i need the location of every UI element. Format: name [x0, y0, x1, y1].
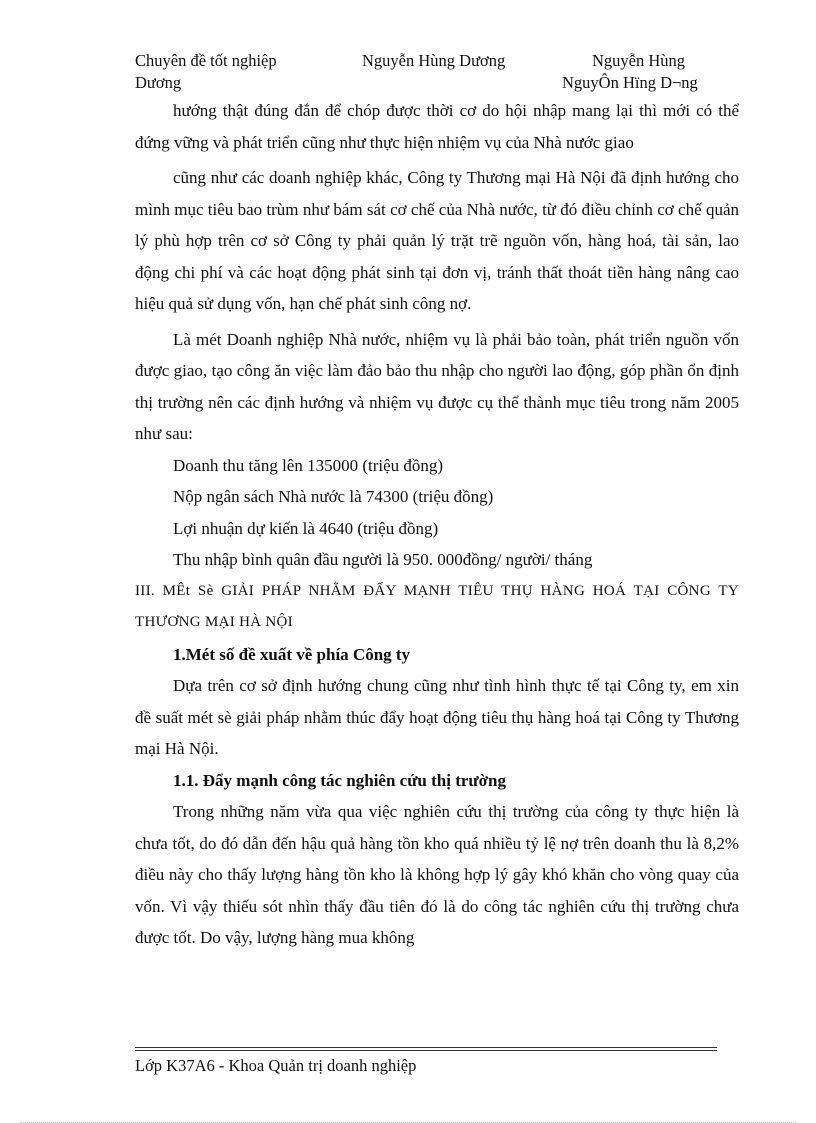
header-author: Nguyễn Hùng Dương: [362, 51, 506, 70]
paragraph-3: Là mét Doanh nghiệp Nhà nước, nhiệm vụ là phải bảo toàn, phát triển nguồn vốn được giao, tạo công ăn việc làm đảo bảo thu nhập cho người lao động, góp phần ổn định thị trường nên các định hướng và nhiệm vụ được cụ thể thành mục tiêu trong năm 2005 như sau:: [135, 329, 739, 443]
header-right-line1: Nguyễn Hùng: [592, 51, 686, 70]
header-left-line2: Dương: [135, 73, 182, 92]
body-text: [135, 95, 739, 954]
target-item: Nộp ngân sách Nhà nước là 74300 (triệu đồng): [173, 487, 494, 506]
header-left-line1: Chuyên đề tốt nghiệp: [135, 51, 277, 70]
footer-rule-top: [135, 1047, 717, 1048]
heading-1-1: 1.1. Đẩy mạnh công tác nghiên cứu thị trường: [173, 770, 507, 790]
paragraph-5: Trong những năm vừa qua việc nghiên cứu thị trường của công ty thực hiện là chưa tốt, do đó dẫn đến hậu quả hàng tồn kho quá nhiều tỷ lệ nợ trên doanh thu là 8,2% điều này cho thấy lượng hàng tồn kho là không hợp lý gây khó khăn cho vòng quay của vốn. Vì vậy thiếu sót nhìn thấy đầu tiên đó là do công tác nghiên cứu thị trường chưa được tốt. Do vậy, lượng hàng mua không: [135, 802, 739, 947]
paragraph-4: Dựa trên cơ sở định hướng chung cũng như tình hình thực tế tại Công ty, em xin đề suất mét sè giải pháp nhằm thúc đẩy hoạt động tiêu thụ hàng hoá tại Công ty Thương mại Hà Nội.: [135, 676, 739, 758]
target-item: Lợi nhuận dự kiến là 4640 (triệu đồng): [173, 518, 439, 538]
footer-text: Lớp K37A6 - Khoa Quản trị doanh nghiệp: [135, 1056, 417, 1075]
target-item: Thu nhập bình quân đầu người là 950. 000đồng/ người/ tháng: [173, 550, 593, 569]
footer-rule-bottom: [135, 1050, 717, 1051]
heading-1: 1.Mét số đề xuất về phía Công ty: [173, 644, 411, 664]
section-heading-3: III. MÊt Sè GIẢI PHÁP NHẰM ĐẨY MẠNH TIÊU THỤ HÀNG HOÁ TẠI CÔNG TY THƯƠNG MẠI HÀ NỘI: [135, 582, 739, 630]
header-right-line2: NguyÔn Hïng D¬ng: [562, 73, 698, 92]
target-item: Doanh thu tăng lên 135000 (triệu đồng): [173, 455, 444, 475]
paragraph-1: hướng thật đúng đắn để chóp được thời cơ do hội nhập mang lại thì mới có thể đứng vững và phát triển cũng như thực hiện nhiệm vụ của Nhà nước giao: [135, 101, 739, 152]
paragraph-2: cũng như các doanh nghiệp khác, Công ty Thương mại Hà Nội đã định hướng cho mình mục tiêu bao trùm như bám sát cơ chế của Nhà nước, từ đó điều chỉnh cơ chế quản lý phù hợp trên cơ sở Công ty phải quản lý trặt trẽ nguồn vốn, hàng hoá, tài sản, lao động chi phí và các hoạt động phát sinh tại đơn vị, tránh thất thoát tiền hàng nâng cao hiệu quả sử dụng vốn, hạn chế phát sinh công nợ.: [135, 168, 739, 313]
